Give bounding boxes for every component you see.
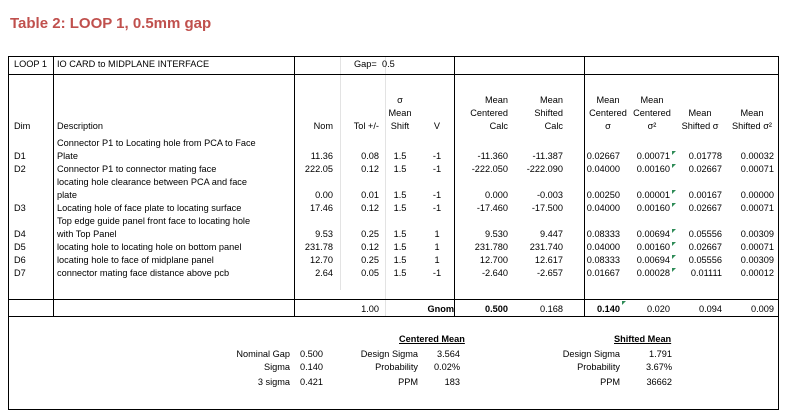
header-msc-1: Mean xyxy=(540,95,563,105)
cell-v: -1 xyxy=(432,268,442,278)
cell-mcc: -222.050 xyxy=(471,164,508,174)
gap-value: 0.5 xyxy=(382,59,395,69)
cell-mcs2: 0.00071 xyxy=(636,151,670,161)
cell-shift: 1.5 xyxy=(393,229,407,239)
cell-mcs: 0.04000 xyxy=(586,242,620,252)
cell-mcs: 0.08333 xyxy=(586,255,620,265)
cell-mcs2: 0.00160 xyxy=(636,164,670,174)
header-shift-3: Shift xyxy=(390,121,410,131)
sigma-value: 0.140 xyxy=(300,362,323,372)
centered-design-sigma: 3.564 xyxy=(437,349,460,359)
shifted-probability-label: Probability xyxy=(577,362,620,372)
header-mcs-1: Mean xyxy=(596,95,620,105)
cell-shift: 1.5 xyxy=(393,151,407,161)
cell-dim: D1 xyxy=(14,151,26,161)
header-mcs2-2: Centered xyxy=(633,108,671,118)
row-description: connector mating face distance above pcb xyxy=(57,268,230,278)
header-mcc-2: Centered xyxy=(470,108,508,118)
cell-mcs2: 0.00160 xyxy=(636,203,670,213)
shifted-ppm: 36662 xyxy=(646,377,672,387)
header-mss-2: Shifted σ xyxy=(681,121,719,131)
cell-tol: 0.25 xyxy=(361,229,379,239)
cell-shift: 1.5 xyxy=(393,190,407,200)
cell-nom: 0.00 xyxy=(315,190,333,200)
cell-tol: 0.05 xyxy=(361,268,379,278)
cell-mcc: -17.460 xyxy=(476,203,508,213)
error-indicator xyxy=(672,190,676,194)
cell-mss: 0.05556 xyxy=(688,229,722,239)
shifted-design-sigma: 1.791 xyxy=(649,349,672,359)
error-indicator xyxy=(672,268,676,272)
cell-mss2: 0.00071 xyxy=(740,203,774,213)
cell-mcc: 0.000 xyxy=(485,190,508,200)
cell-mcs2: 0.00028 xyxy=(636,268,670,278)
total-tol: 1.00 xyxy=(361,304,379,314)
cell-msc: 12.617 xyxy=(534,255,563,265)
cell-mss: 0.01111 xyxy=(690,268,722,278)
centered-probability: 0.02% xyxy=(433,362,460,372)
header-mcc-3: Calc xyxy=(489,121,508,131)
row-description: with Top Panel xyxy=(57,229,117,239)
cell-mss2: 0.00032 xyxy=(740,151,774,161)
row-description: locating hole to locating hole on bottom panel xyxy=(57,242,242,252)
cell-mss: 0.02667 xyxy=(688,242,722,252)
cell-mcs: 0.04000 xyxy=(586,164,620,174)
shifted-probability: 3.67% xyxy=(645,362,672,372)
cell-mss2: 0.00012 xyxy=(740,268,774,278)
error-indicator xyxy=(672,255,676,259)
cell-nom: 231.78 xyxy=(304,242,333,252)
cell-msc: -0.003 xyxy=(536,190,563,200)
cell-mcs2: 0.00001 xyxy=(636,190,670,200)
cell-v: 1 xyxy=(434,229,440,239)
cell-dim: D5 xyxy=(14,242,26,252)
error-indicator xyxy=(672,203,676,207)
sigma-label: Sigma xyxy=(263,362,290,372)
cell-dim: D6 xyxy=(14,255,26,265)
header-mss2-1: Mean xyxy=(740,108,764,118)
error-indicator xyxy=(672,242,676,246)
header-mss-1: Mean xyxy=(688,108,712,118)
cell-msc: 231.740 xyxy=(529,242,563,252)
row-description: locating hole clearance between PCA and face xyxy=(57,177,248,187)
cell-mss: 0.00167 xyxy=(688,190,722,200)
header-shift-1: σ xyxy=(397,95,403,105)
cell-mcc: 9.530 xyxy=(485,229,508,239)
centered-mean-title: Centered Mean xyxy=(399,334,465,344)
three-sigma-value: 0.421 xyxy=(300,377,323,387)
cell-mss: 0.02667 xyxy=(688,203,722,213)
cell-msc: -17.500 xyxy=(531,203,563,213)
table-title: Table 2: LOOP 1, 0.5mm gap xyxy=(10,15,212,32)
cell-mss2: 0.00000 xyxy=(740,190,774,200)
cell-msc: 9.447 xyxy=(540,229,563,239)
loop-label: LOOP 1 xyxy=(14,59,48,69)
cell-mcs2: 0.00694 xyxy=(636,229,670,239)
cell-v: -1 xyxy=(432,151,442,161)
error-indicator xyxy=(672,229,676,233)
header-mcc-1: Mean xyxy=(485,95,508,105)
error-indicator xyxy=(672,164,676,168)
cell-tol: 0.08 xyxy=(361,151,379,161)
cell-mcs: 0.08333 xyxy=(586,229,620,239)
cell-msc: -222.090 xyxy=(526,164,563,174)
row-description: Plate xyxy=(57,151,78,161)
cell-v: 1 xyxy=(434,242,440,252)
cell-mss2: 0.00071 xyxy=(740,164,774,174)
cell-mcc: -11.360 xyxy=(477,151,508,161)
header-description: Description xyxy=(57,121,103,131)
row-description: Top edge guide panel front face to locating hole xyxy=(57,216,251,226)
cell-dim: D2 xyxy=(14,164,26,174)
cell-shift: 1.5 xyxy=(393,242,407,252)
gnom-label: Gnom xyxy=(427,304,454,314)
cell-shift: 1.5 xyxy=(393,164,407,174)
cell-nom: 12.70 xyxy=(310,255,333,265)
header-mcs2-3: σ² xyxy=(647,121,657,131)
interface-label: IO CARD to MIDPLANE INTERFACE xyxy=(57,59,210,69)
cell-tol: 0.25 xyxy=(361,255,379,265)
total-mcs2: 0.020 xyxy=(647,304,670,314)
row-description: plate xyxy=(57,190,77,200)
header-msc-2: Shifted xyxy=(534,108,563,118)
cell-tol: 0.12 xyxy=(361,203,379,213)
cell-tol: 0.12 xyxy=(361,242,379,252)
cell-mcs: 0.00250 xyxy=(586,190,620,200)
cell-shift: 1.5 xyxy=(393,255,407,265)
header-mcs-2: Centered xyxy=(589,108,627,118)
row-description: Connector P1 to connector mating face xyxy=(57,164,217,174)
header-msc-3: Calc xyxy=(544,121,563,131)
cell-mcs: 0.01667 xyxy=(586,268,620,278)
cell-mcs: 0.04000 xyxy=(586,203,620,213)
nominal-gap-value: 0.500 xyxy=(300,349,323,359)
centered-ppm-label: PPM xyxy=(398,377,418,387)
gap-label: Gap= xyxy=(354,59,377,69)
header-mss2-2: Shifted σ² xyxy=(732,121,772,131)
cell-nom: 9.53 xyxy=(315,229,333,239)
cell-nom: 17.46 xyxy=(310,203,333,213)
cell-mss: 0.01778 xyxy=(688,151,722,161)
row-description: locating hole to face of midplane panel xyxy=(57,255,214,265)
shifted-design-sigma-label: Design Sigma xyxy=(562,349,620,359)
cell-mcc: -2.640 xyxy=(481,268,508,278)
header-tol: Tol +/- xyxy=(353,121,379,131)
cell-v: -1 xyxy=(432,190,442,200)
total-msc: 0.168 xyxy=(540,304,563,314)
cell-v: -1 xyxy=(432,203,442,213)
cell-nom: 222.05 xyxy=(304,164,333,174)
total-mss: 0.094 xyxy=(699,304,722,314)
total-mcc: 0.500 xyxy=(485,304,508,314)
three-sigma-label: 3 sigma xyxy=(257,377,290,387)
cell-v: -1 xyxy=(432,164,442,174)
header-mcs-3: σ xyxy=(605,121,611,131)
header-shift-2: Mean xyxy=(388,108,412,118)
cell-mss2: 0.00071 xyxy=(740,242,774,252)
cell-mcs2: 0.00694 xyxy=(636,255,670,265)
centered-design-sigma-label: Design Sigma xyxy=(360,349,418,359)
cell-mcs2: 0.00160 xyxy=(636,242,670,252)
centered-probability-label: Probability xyxy=(375,362,418,372)
cell-nom: 11.36 xyxy=(310,151,333,161)
spreadsheet-table xyxy=(8,56,778,410)
row-description: Connector P1 to Locating hole from PCA to Face xyxy=(57,138,256,148)
cell-shift: 1.5 xyxy=(393,203,407,213)
row-description: Locating hole of face plate to locating surface xyxy=(57,203,242,213)
cell-mss2: 0.00309 xyxy=(740,229,774,239)
total-mcs: 0.140 xyxy=(597,304,620,314)
cell-mss: 0.02667 xyxy=(688,164,722,174)
shifted-ppm-label: PPM xyxy=(600,377,620,387)
cell-mss: 0.05556 xyxy=(688,255,722,265)
cell-msc: -11.387 xyxy=(532,151,563,161)
cell-nom: 2.64 xyxy=(315,268,333,278)
cell-v: 1 xyxy=(434,255,440,265)
cell-mcs: 0.02667 xyxy=(586,151,620,161)
cell-tol: 0.12 xyxy=(361,164,379,174)
cell-mss2: 0.00309 xyxy=(740,255,774,265)
cell-tol: 0.01 xyxy=(361,190,379,200)
shifted-mean-title: Shifted Mean xyxy=(614,334,672,344)
error-indicator xyxy=(672,151,676,155)
cell-dim: D3 xyxy=(14,203,26,213)
header-mcs2-1: Mean xyxy=(640,95,664,105)
header-nom: Nom xyxy=(313,121,333,131)
total-mss2: 0.009 xyxy=(751,304,774,314)
centered-ppm: 183 xyxy=(444,377,460,387)
cell-dim: D7 xyxy=(14,268,26,278)
header-v: V xyxy=(433,121,441,131)
cell-mcc: 231.780 xyxy=(474,242,508,252)
cell-shift: 1.5 xyxy=(393,268,407,278)
cell-mcc: 12.700 xyxy=(479,255,508,265)
cell-msc: -2.657 xyxy=(536,268,563,278)
nominal-gap-label: Nominal Gap xyxy=(236,349,290,359)
header-dim: Dim xyxy=(14,121,31,131)
cell-dim: D4 xyxy=(14,229,26,239)
